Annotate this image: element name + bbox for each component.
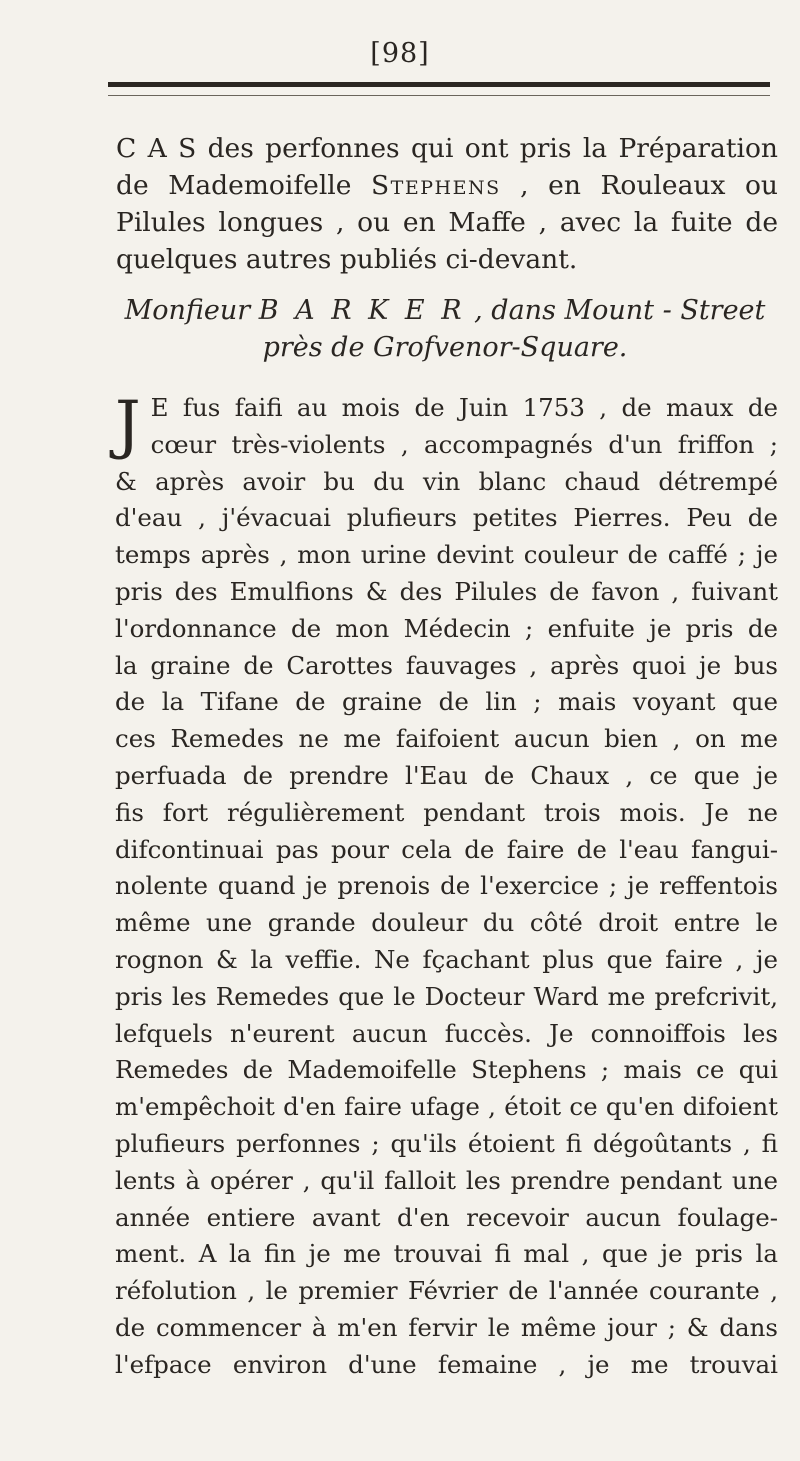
body-line: difcontinuai pas pour cela de faire de l'eau fangui- (115, 834, 778, 864)
body-line: temps après , mon urine devint couleur de caffé ; je (115, 540, 778, 570)
body-line: de la Tifane de graine de lin ; mais voyant que (115, 687, 778, 717)
body-line: perfuada de prendre l'Eau de Chaux , ce que je (115, 760, 778, 790)
author-address: , dans Mount - Street (465, 295, 766, 326)
body-line: même une grande douleur du côté droit entre le (115, 908, 778, 938)
letter-body (115, 390, 778, 1384)
body-line: l'ordonnance de mon Médecin ; enfuite je pris de (115, 613, 778, 643)
body-line: pris les Remedes que le Docteur Ward me prefcrivit, (115, 981, 778, 1011)
body-line: lents à opérer , qu'il falloit les prendre pendant une (115, 1165, 778, 1195)
author-line-1 (100, 292, 790, 329)
body-line: E fus faifi au mois de Juin 1753 , de maux de (150, 393, 778, 422)
author-name: B A R K E R (258, 295, 466, 326)
page-number: [98] (370, 38, 430, 69)
body-line: pris des Emulfions & des Pilules de favon , fuivant (115, 576, 778, 606)
body-line: & après avoir bu du vin blanc chaud détrempé (115, 466, 778, 496)
body-line: cœur très-violents , accompagnés d'un friffon ; (150, 429, 778, 459)
author-title: Monfieur (124, 295, 259, 326)
body-line: lefquels n'eurent aucun fuccès. Je connoiffois les (115, 1018, 778, 1048)
author-line-2: près de Grofvenor-Square. (262, 332, 628, 363)
heading-text-1: des perfonnes qui ont pris la Préparation de Mademoifelle (116, 133, 778, 201)
heading-lead: C A S (116, 133, 197, 164)
body-line: fis fort régulièrement pendant trois mois. Je ne (115, 797, 778, 827)
letter-author-heading (100, 292, 790, 366)
body-line: ment. A la fin je me trouvai fi mal , que je pris la (115, 1239, 778, 1269)
heading-name: Stephens (371, 170, 501, 201)
drop-cap: J (115, 388, 141, 462)
body-line: Remedes de Mademoifelle Stephens ; mais ce qui (115, 1055, 778, 1085)
body-line: plufieurs perfonnes ; qu'ils étoient fi dégoûtants , fi (115, 1128, 778, 1158)
body-line: l'efpace environ d'une femaine , je me trouvai (115, 1349, 778, 1379)
heading-text-2: , en Rouleaux ou Pilules longues , ou en Maffe , avec la fuite de quelques autres publiés ci-devant. (116, 170, 778, 275)
header-rule (108, 82, 770, 96)
body-line: rognon & la veffie. Ne fçachant plus que faire , je (115, 944, 778, 974)
body-line: ces Remedes ne me faifoient aucun bien , on me (115, 724, 778, 754)
section-heading (116, 130, 778, 278)
body-line: année entiere avant d'en recevoir aucun foulage- (115, 1202, 778, 1232)
body-line: nolente quand je prenois de l'exercice ; je reffentois (115, 871, 778, 901)
body-line: d'eau , j'évacuai plufieurs petites Pierres. Peu de (115, 503, 778, 533)
body-line: réfolution , le premier Février de l'année courante , (115, 1276, 778, 1306)
body-line: de commencer à m'en fervir le même jour ; & dans (115, 1312, 778, 1342)
body-line: la graine de Carottes fauvages , après quoi je bus (115, 650, 778, 680)
body-line: m'empêchoit d'en faire ufage , étoit ce qu'en difoient (115, 1092, 778, 1122)
